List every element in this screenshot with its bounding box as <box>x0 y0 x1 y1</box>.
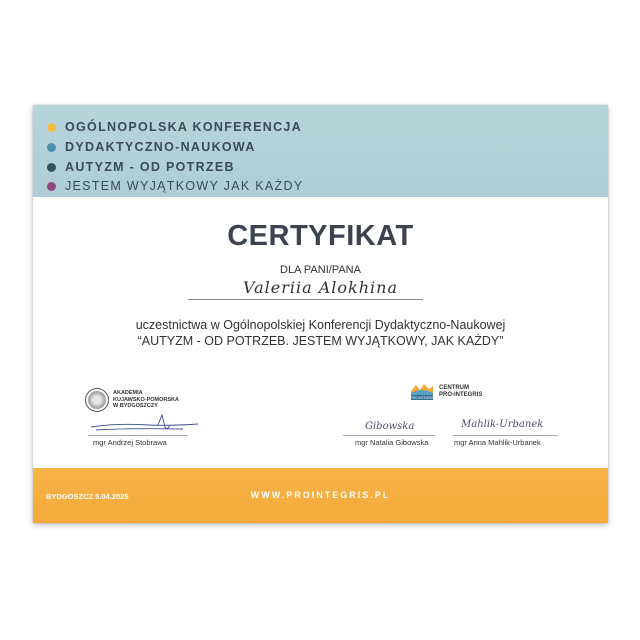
signature-3: Mahlik-Urbanek <box>461 419 544 430</box>
certificate <box>33 105 608 523</box>
header-line-4 <box>47 179 303 193</box>
recipient-name: Valeriia Alokhina <box>243 278 398 297</box>
name-underline <box>188 299 423 300</box>
signer-3-name: mgr Anna Mahlik-Urbanek <box>454 438 541 447</box>
header-line-text: OGÓLNOPOLSKA KONFERENCJA <box>65 120 302 134</box>
pro-integris-mark-icon <box>409 381 435 403</box>
recipient-label: DLA PANI/PANA <box>280 264 361 276</box>
signature-line-2 <box>343 435 435 436</box>
header-band <box>33 105 608 197</box>
signature-1 <box>88 413 203 435</box>
yellow-dot-icon <box>47 123 56 132</box>
signature-2: Gibowska <box>365 421 415 432</box>
footer-band <box>33 468 608 523</box>
footer-date: BYDGOSZCZ 5.04.2025 <box>46 492 129 501</box>
certificate-title: CERTYFIKAT <box>227 220 414 252</box>
svg-text:PRO-INTEGRIS: PRO-INTEGRIS <box>410 396 434 401</box>
blue-dot-icon <box>47 143 56 152</box>
header-line-text: DYDAKTYCZNO-NAUKOWA <box>65 140 256 154</box>
header-line-text: AUTYZM - OD POTRZEB <box>65 160 235 174</box>
purple-dot-icon <box>47 182 56 191</box>
header-line-3 <box>47 160 235 174</box>
akademia-logo <box>85 388 179 412</box>
signer-2-name: mgr Natalia Gibowska <box>355 438 429 447</box>
akademia-logo-text: AKADEMIA KUJAWSKO-POMORSKA W BYDGOSZCZY <box>113 390 180 410</box>
description-line-2: “AUTYZM - OD POTRZEB. JESTEM WYJĄTKOWY, JAK KAŻDY” <box>137 334 504 348</box>
description-line-1: uczestnictwa w Ogólnopolskiej Konferencji Dydaktyczno-Naukowej <box>135 318 506 332</box>
header-line-2 <box>47 140 256 154</box>
university-seal-icon <box>85 388 109 412</box>
signature-line-3 <box>453 435 558 436</box>
signer-1-name: mgr Andrzej Stobrawa <box>93 438 167 447</box>
signature-line-1 <box>88 435 188 436</box>
header-line-1 <box>47 120 302 134</box>
header-line-text: JESTEM WYJĄTKOWY JAK KAŻDY <box>65 179 304 193</box>
footer-website: WWW.PROINTEGRIS.PL <box>250 490 391 500</box>
navy-dot-icon <box>47 163 56 172</box>
centrum-logo-text: CENTRUM PRO-INTEGRIS <box>439 385 483 398</box>
centrum-logo <box>409 381 482 403</box>
